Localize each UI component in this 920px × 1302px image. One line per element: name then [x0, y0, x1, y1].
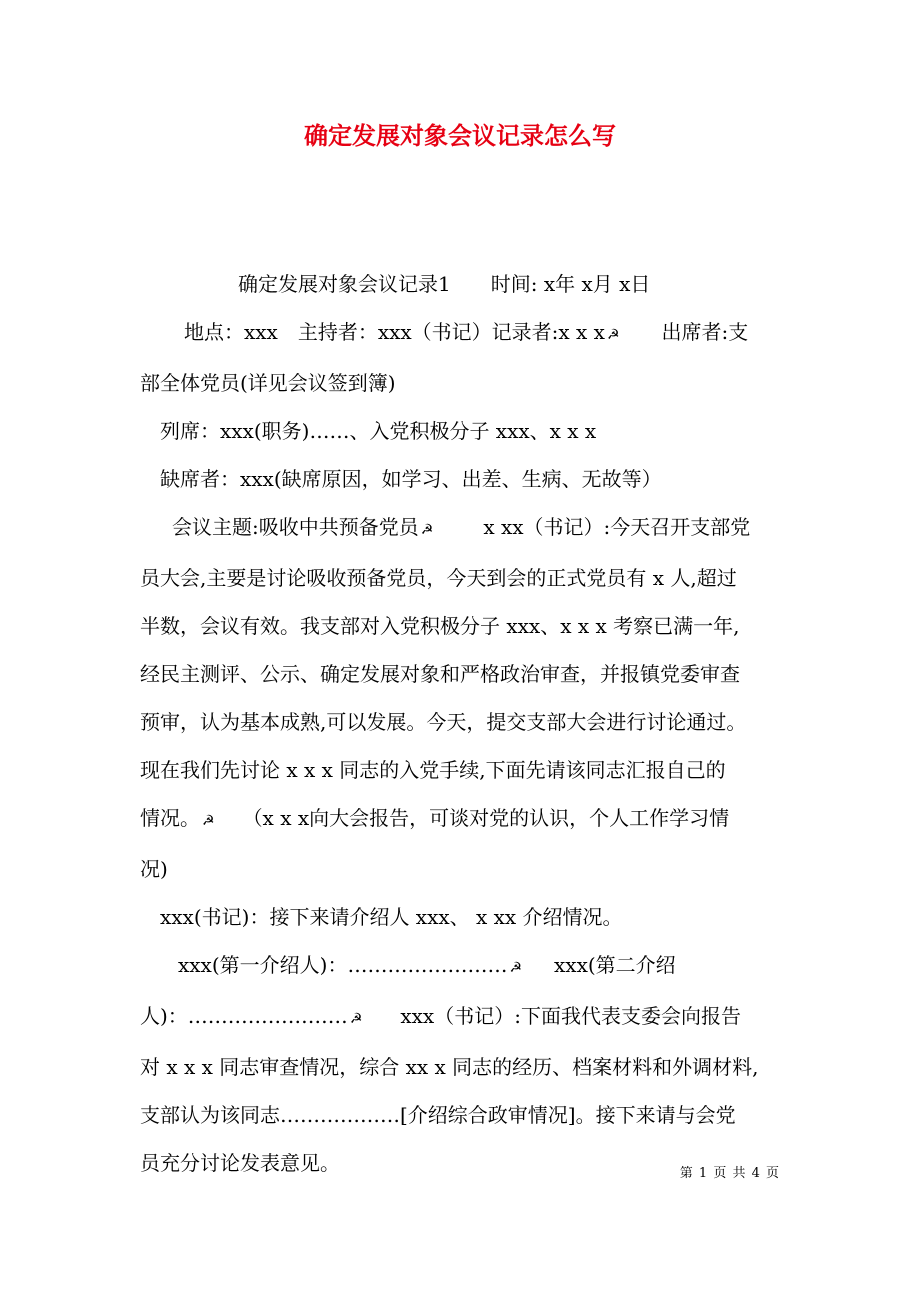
page-number: 第 1 页 共 4 页: [679, 1166, 780, 1181]
paragraph-introducers: xxx(书记)：接下来请介绍人 xxx、 x xx 介绍情况。: [160, 905, 623, 929]
paragraph-header: [140, 260, 780, 308]
first-introducer: xxx(第一介绍人)：……………………: [178, 953, 508, 977]
paragraph-topic: [140, 503, 780, 554]
secretary-report: xxx（书记）:下面我代表支委会向报告: [400, 1004, 741, 1028]
paragraph-line: 支部认为该同志………………[介绍综合政审情况]。接下来请与会党: [140, 1103, 736, 1127]
paragraph-line: 对 x x x 同志审查情况，综合 xx x 同志的经历、档案材料和外调材料,: [140, 1055, 759, 1079]
paragraph-attendance: [140, 308, 780, 359]
paragraph-line: 员充分讨论发表意见。: [140, 1151, 340, 1175]
meeting-time: 时间: x年 x月 x日: [490, 272, 651, 296]
paragraph-line: 部全体党员(详见会议签到簿): [140, 371, 396, 395]
meeting-heading: 确定发展对象会议记录1: [238, 272, 451, 296]
paragraph-line: 预审，认为基本成熟,可以发展。今天，提交支部大会进行讨论通过。: [140, 710, 747, 734]
paragraph-line: 半数，会议有效。我支部对入党积极分子 xxx、x x x 考察已满一年,: [140, 614, 740, 638]
mark-icon: ☭: [420, 522, 434, 538]
paragraph-observers: 列席：xxx(职务)……、入党积极分子 xxx、x x x: [160, 419, 597, 443]
report-note: （x x x向大会报告，可谈对党的认识，个人工作学习情: [242, 806, 730, 830]
second-introducer-cont: 人)：……………………: [140, 1004, 348, 1028]
mark-icon: ☭: [606, 327, 620, 343]
paragraph-line: [140, 992, 780, 1043]
paragraph-line: 现在我们先讨论 x x x 同志的入党手续,下面先请该同志汇报自己的: [140, 758, 726, 782]
second-introducer: xxx(第二介绍: [554, 953, 676, 977]
mark-icon: ☭: [349, 1011, 363, 1027]
document-body: [140, 260, 780, 1187]
mark-icon: ☭: [509, 960, 523, 976]
paragraph-line: 员大会,主要是讨论吸收预备党员，今天到会的正式党员有 x 人,超过: [140, 566, 737, 590]
document-title: 确定发展对象会议记录怎么写: [304, 121, 616, 150]
mark-icon: ☭: [202, 813, 215, 829]
attendees-label: 出席者:支: [661, 320, 749, 344]
paragraph-absentees: 缺席者：xxx(缺席原因，如学习、出差、生病、无故等）: [160, 467, 662, 491]
location-host-recorder: 地点：xxx 主持者：xxx（书记）记录者:x x x: [184, 320, 605, 344]
meeting-topic: 会议主题:吸收中共预备党员: [172, 515, 419, 539]
situation-text: 情况。: [140, 806, 200, 830]
paragraph-line: 况): [140, 857, 168, 881]
secretary-speech-start: x xx（书记）:今天召开支部党: [483, 515, 751, 539]
paragraph-line: 经民主测评、公示、确定发展对象和严格政治审查，并报镇党委审查: [140, 662, 740, 686]
paragraph-line: [140, 794, 780, 845]
paragraph-introducer-speech: [140, 941, 780, 992]
